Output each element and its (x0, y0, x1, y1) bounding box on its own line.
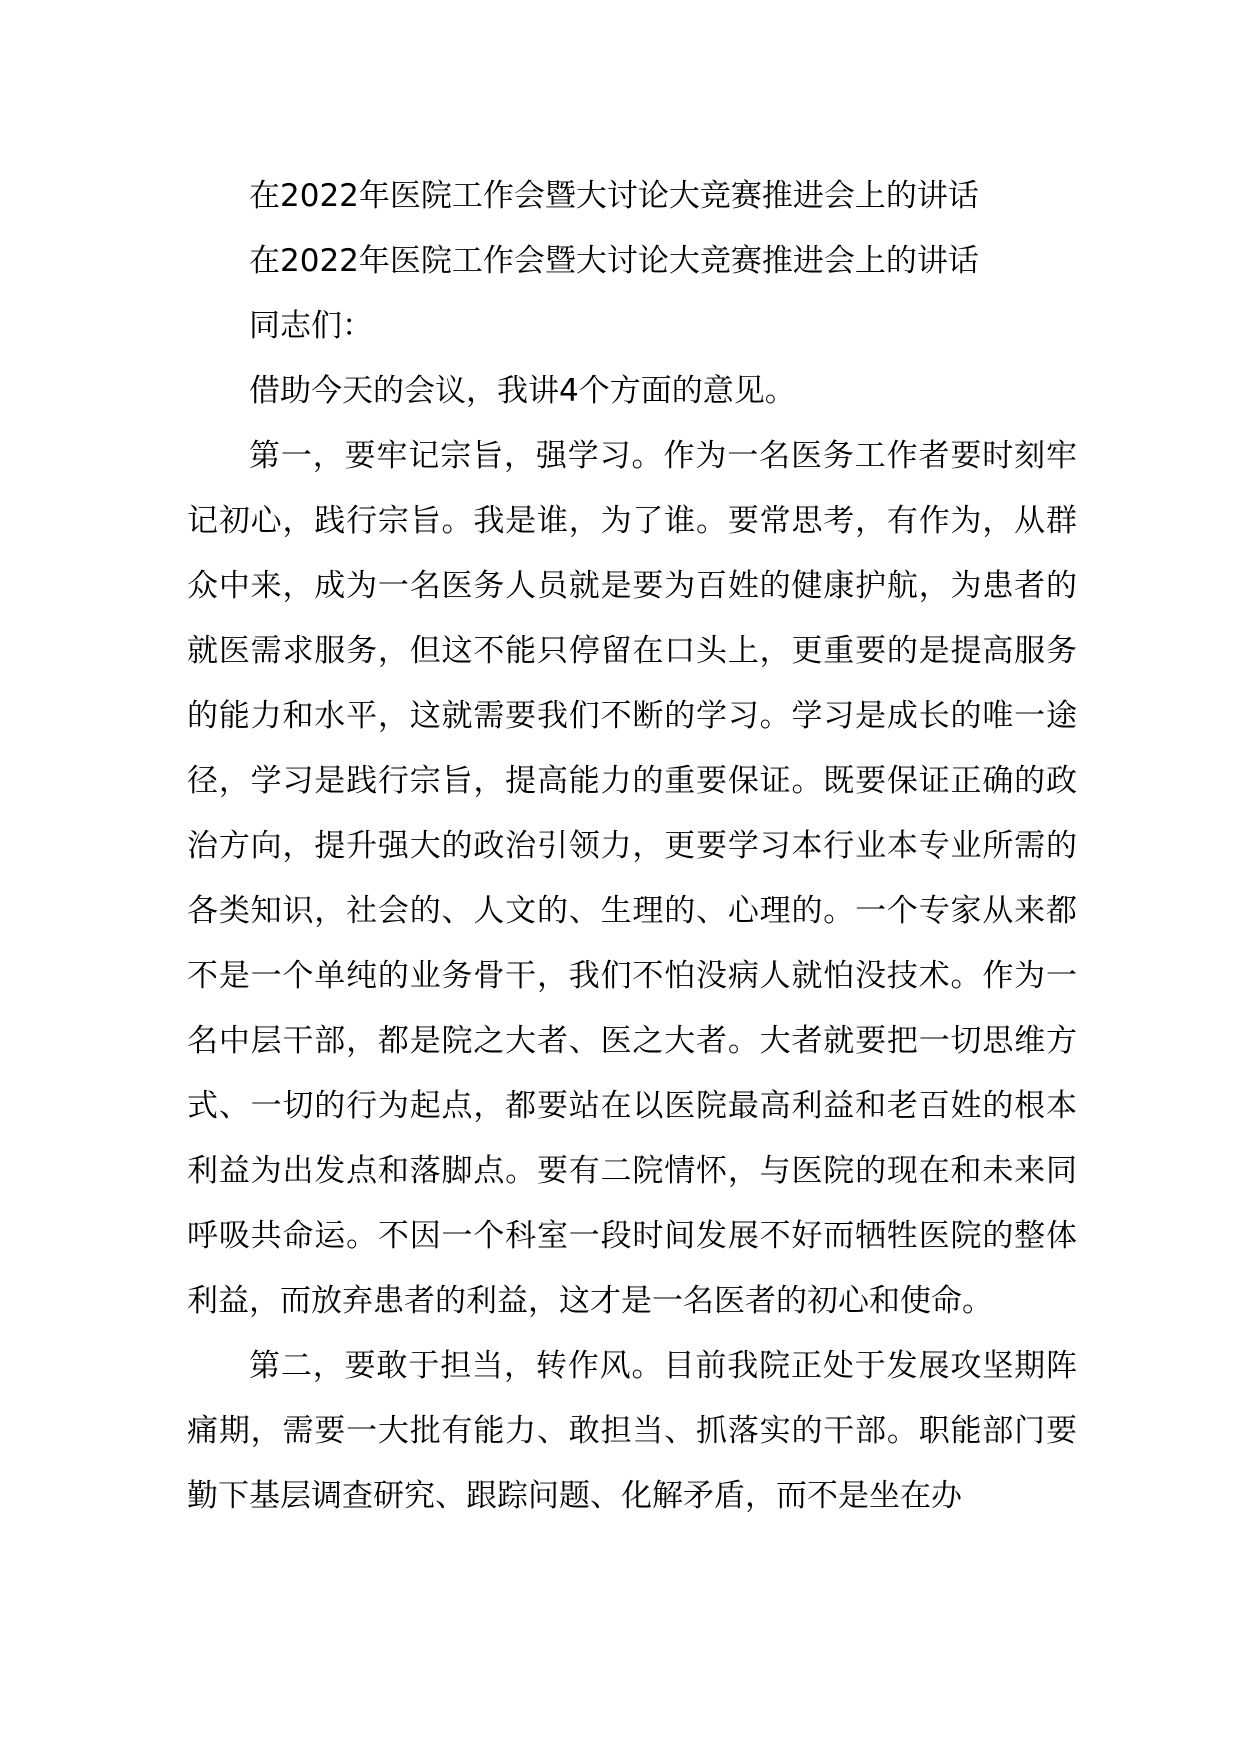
salutation: 同志们： (249, 308, 373, 344)
paragraph-second-point: 第二，要敢于担当，转作风。目前我院正处于发展攻坚期阵痛期，需要一大批有能力、敢担当、抓落实的干部。职能部门要勤下基层调查研究、跟踪问题、化解矛盾，而不是坐在办 (187, 1348, 1077, 1514)
paragraph-first-point: 第一，要牢记宗旨，强学习。作为一名医务工作者要时刻牢记初心，践行宗旨。我是谁，为了谁。要常思考，有作为，从群众中来，成为一名医务人员就是要为百姓的健康护航，为患者的就医需求服务，但这不能只停留在口头上，更重要的是提高服务的能力和水平，这就需要我们不断的学习。学习是成长的唯一途径，学习是践行宗旨，提高能力的重要保证。既要保证正确的政治方向，提升强大的政治引领力，更要学习本行业本专业所需的各类知识，社会的、人文的、生理的、心理的。一个专家从来都不是一个单纯的业务骨干，我们不怕没病人就怕没技术。作为一名中层干部，都是院之大者、医之大者。大者就要把一切思维方式、一切的行为起点，都要站在以医院最高利益和老百姓的根本利益为出发点和落脚点。要有二院情怀，与医院的现在和未来同呼吸共命运。不因一个科室一段时间发展不好而牺牲医院的整体利益，而放弃患者的利益，这才是一名医者的初心和使命。 (187, 438, 1077, 1319)
paragraph-intro: 借助今天的会议，我讲4个方面的意见。 (249, 373, 796, 409)
document-title-repeat: 在2022年医院工作会暨大讨论大竞赛推进会上的讲话 (249, 243, 979, 279)
document-body (187, 164, 1077, 1529)
document-title: 在2022年医院工作会暨大讨论大竞赛推进会上的讲话 (249, 178, 979, 214)
